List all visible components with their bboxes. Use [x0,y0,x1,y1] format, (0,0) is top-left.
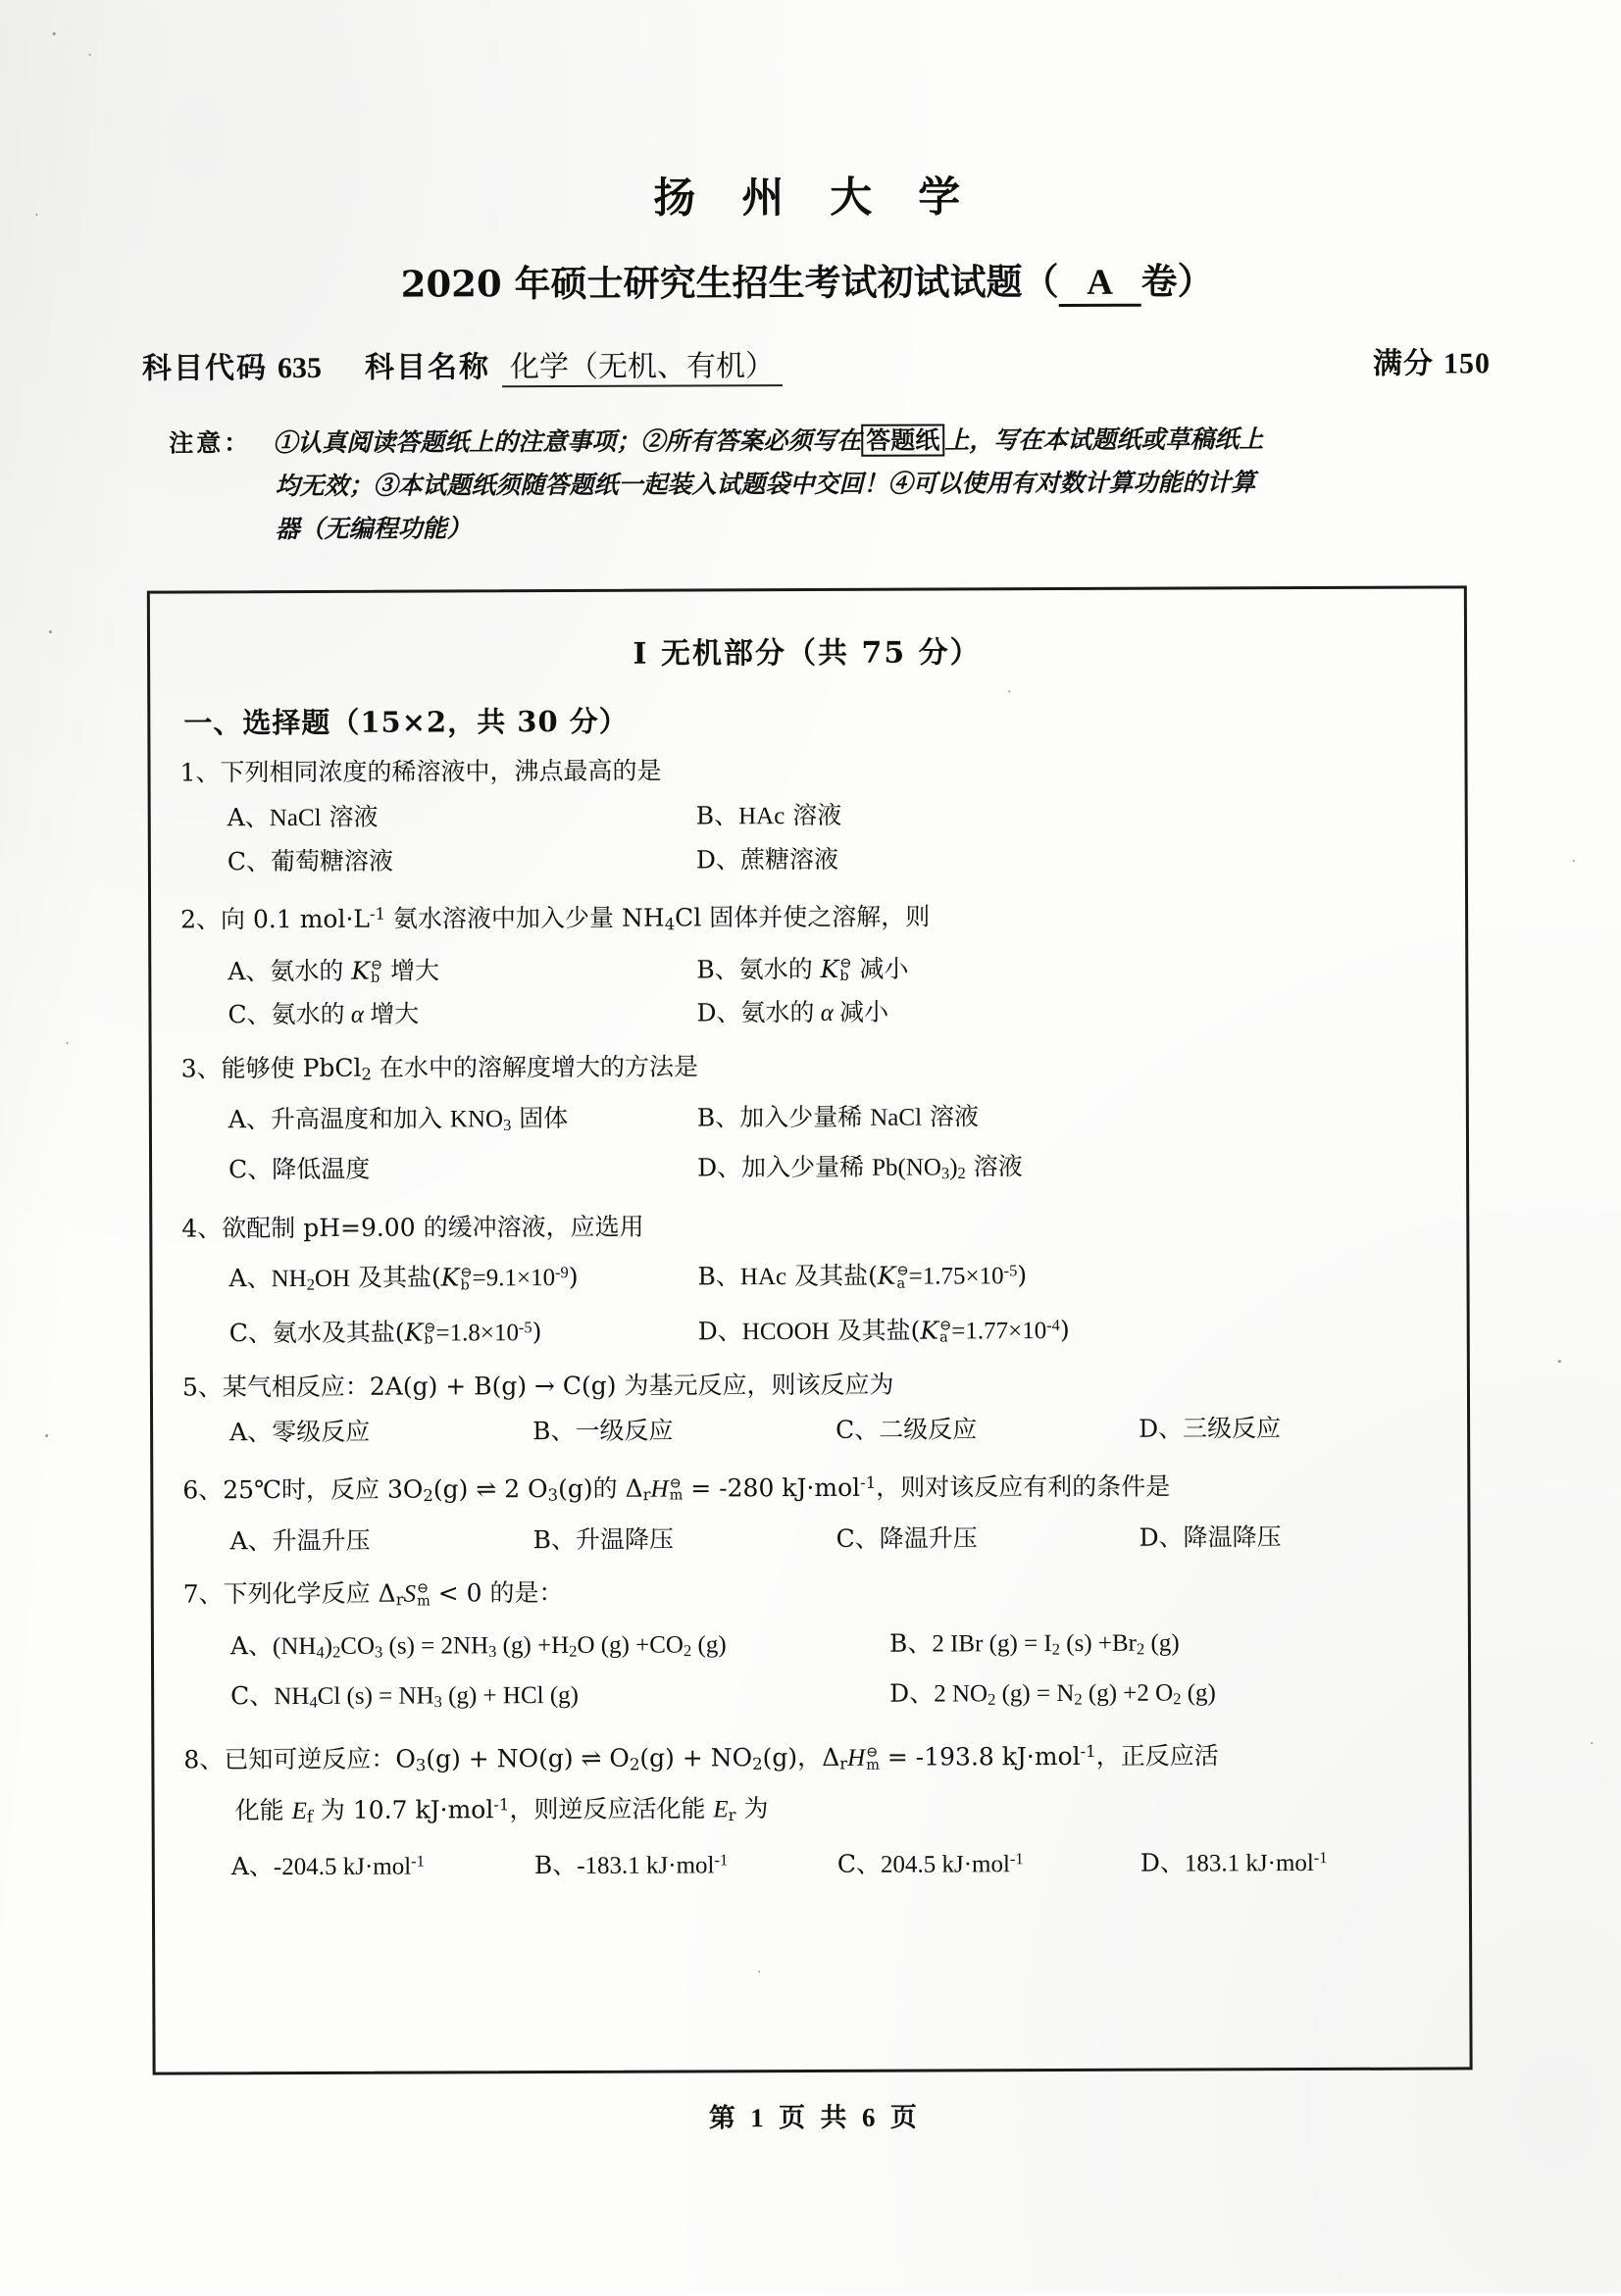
option-grid [228,945,1440,1037]
option-a[interactable]: A、升温升压 [229,1526,371,1556]
page-footer [4,2093,1621,2137]
option-grid [231,1836,1444,1890]
question-item [179,1731,1444,1890]
option-c[interactable]: C、降低温度 [228,1154,371,1184]
option-d[interactable]: D、三级反应 [1139,1414,1282,1443]
question-number: 4、 [181,1214,223,1243]
option-d[interactable]: D、2 $NO_2$ $(g) = N_2$ (g) +2 $O_2$ (g) [889,1678,1216,1709]
question-stem: 5、某气相反应：2A(g) + B(g) → C(g) 为基元反应，则该反应为 [181,1370,894,1402]
footer-prefix: 第 [708,2103,738,2134]
option-grid [230,1621,1443,1724]
footer-mid: 页 共 [779,2102,850,2134]
option-b[interactable]: B、升温降压 [532,1524,674,1555]
option-a[interactable]: A、零级反应 [229,1417,371,1447]
answer-sheet-boxed-term: 答题纸 [861,424,944,456]
subject-code-value: 635 [277,351,323,385]
question-number: 8、 [183,1745,225,1774]
question-stem: 2、向 0.1 $mol\cdot L^{-1}$ 氨水溶液中加入少量 $NH_4Cl$ 固体并使之溶解，则 [180,902,931,934]
full-mark-label: 满分 [1372,346,1435,381]
subject-code-label: 科目代码 [141,351,269,386]
option-c[interactable]: C、二级反应 [836,1415,978,1444]
option-c[interactable]: C、葡萄糖溶液 [227,846,394,876]
option-a[interactable]: A、NaCl 溶液 [227,802,379,832]
subject-meta-row [142,338,1491,386]
option-grid [229,1516,1442,1564]
question-number: 3、 [180,1053,222,1082]
question-item [176,749,1440,884]
paper-version-blank: A [1058,262,1140,307]
notice-line3: 器（无编程功能） [275,514,472,544]
question-text: 下列相同浓度的稀溶液中，沸点最高的是 [220,756,662,787]
option-b[interactable]: B、HAc 溶液 [695,800,842,830]
option-d[interactable]: D、氨水的 α 减小 [696,997,889,1026]
option-b[interactable]: B、HAc 及其盐(K ⊖ a $=1.75\times 10^{-5}$) [697,1261,1028,1292]
question-number: 6、 [182,1475,224,1505]
question-number: 5、 [181,1373,223,1402]
question-number: 1、 [179,758,221,787]
notice-label: 注意： [169,428,252,458]
exam-title-suffix: 卷） [1140,259,1214,303]
option-b[interactable]: B、-183.1 kJ·mol$^{-1}$ [533,1850,729,1880]
option-a[interactable]: A、$(NH_4)_2CO_3$ $(s) = 2NH_3$ $(g) +H_2O$ $(g) +CO_2$ (g) [229,1631,727,1662]
question-number: 2、 [180,905,222,934]
question-item [177,1205,1442,1356]
question-item [177,891,1441,1037]
question-stem: 4、欲配制 pH=9.00 的缓冲溶液，应选用 [181,1213,644,1243]
exam-title-prefix: 2020 年硕士研究生招生考试初试试题（ [400,260,1059,306]
option-d[interactable]: D、降温降压 [1139,1522,1282,1553]
question-number: 7、 [182,1579,224,1609]
notice-block [169,417,1481,551]
question-item [178,1461,1442,1563]
notice-line1-a: ①认真阅读答题纸上的注意事项；②所有答案必须写在 [273,425,862,458]
option-grid [228,792,1440,884]
question-stem: 7、下列化学反应 $\Delta_rS$ ⊖ m < 0 的是： [182,1578,564,1610]
question-stem: 8、已知可逆反应：$O_3(g) + NO(g)$ ⇌ $O_2(g) + NO_2(g)$，$\Delta_rH$ ⊖ m = -193.8 kJ·mol$^{-1}$，正反应活 化能 $E_f$ 为 10.7 kJ·mol$^{-1}$，则逆反应活化能 $E_r$ 为 [183,1741,1219,1826]
option-b[interactable]: B、加入少量稀 NaCl 溶液 [696,1102,980,1132]
notice-line2: 均无效；③本试题纸须随答题纸一起装入试题袋中交回！④可以使用有对数计算功能的计算 [275,468,1256,501]
question-stem [179,749,1439,793]
section-title: 一、选择题（15×2，共 30 分） [183,704,629,740]
page-number-current: 1 [750,2103,767,2133]
exam-title [0,250,1618,311]
full-mark [1373,338,1491,381]
option-a[interactable]: A、-204.5 kJ·mol$^{-1}$ [230,1851,425,1881]
option-a[interactable]: A、$NH_2OH$ 及其盐(K ⊖ b $=9.1\times 10^{-9}$) [228,1263,579,1294]
option-b[interactable]: B、一级反应 [532,1416,674,1445]
option-c[interactable]: C、$NH_4Cl$ $(s) = NH_3$ (g) + HCl (g) [230,1680,579,1712]
option-c[interactable]: C、降温升压 [836,1523,978,1554]
exam-content-box [147,585,1473,2074]
option-c[interactable]: C、氨水的 α 增大 [228,999,420,1028]
option-b[interactable]: B、2 IBr $(g) = I_2$ $(s) +Br_2$ (g) [888,1628,1180,1659]
option-d[interactable]: D、蔗糖溶液 [695,844,838,874]
option-c[interactable]: C、204.5 kJ·mol$^{-1}$ [836,1849,1024,1879]
option-a[interactable]: A、氨水的 K ⊖ b 增大 [228,955,440,986]
page-number-total: 6 [861,2102,879,2132]
option-d[interactable]: D、加入少量稀 $Pb(NO_3)_2$ 溶液 [697,1151,1023,1182]
subject-name-value: 化学（无机、有机） [502,349,783,387]
option-b[interactable]: B、氨水的 K ⊖ b 减小 [696,954,909,984]
question-stem: 6、25℃时，反应 $3O_2(g)$ ⇌ 2 $O_3(g)$的 $\Delta_rH$ ⊖ m = -280 kJ·mol$^{-1}$，则对该反应有利的条件是 [182,1472,1171,1505]
option-d[interactable]: D、183.1 kJ·mol$^{-1}$ [1140,1848,1328,1877]
subject-name-label: 科目名称 [364,350,491,385]
footer-suffix: 页 [889,2102,920,2133]
question-item [177,1044,1442,1198]
notice-line1-b: 上，写在本试题纸或草稿纸上 [944,424,1264,455]
option-grid [229,1406,1442,1454]
option-c[interactable]: C、氨水及其盐(K ⊖ b $=1.8\times 10^{-5}$) [228,1317,542,1348]
option-grid [228,1248,1441,1356]
full-mark-value: 150 [1443,347,1492,380]
page-title: 扬 州 大 学 [653,173,977,224]
part-title: I 无机部分（共 75 分） [633,635,982,672]
option-a[interactable]: A、升高温度和加入 $KNO_3$ 固体 [228,1104,569,1134]
question-item [178,1363,1442,1454]
option-grid [228,1094,1441,1198]
question-stem: 3、能够使 PbCl$_2$ 在水中的溶解度增大的方法是 [180,1051,699,1083]
option-d[interactable]: D、HCOOH 及其盐(K ⊖ a $=1.77\times 10^{-4}$) [697,1315,1070,1346]
question-item [179,1571,1444,1724]
